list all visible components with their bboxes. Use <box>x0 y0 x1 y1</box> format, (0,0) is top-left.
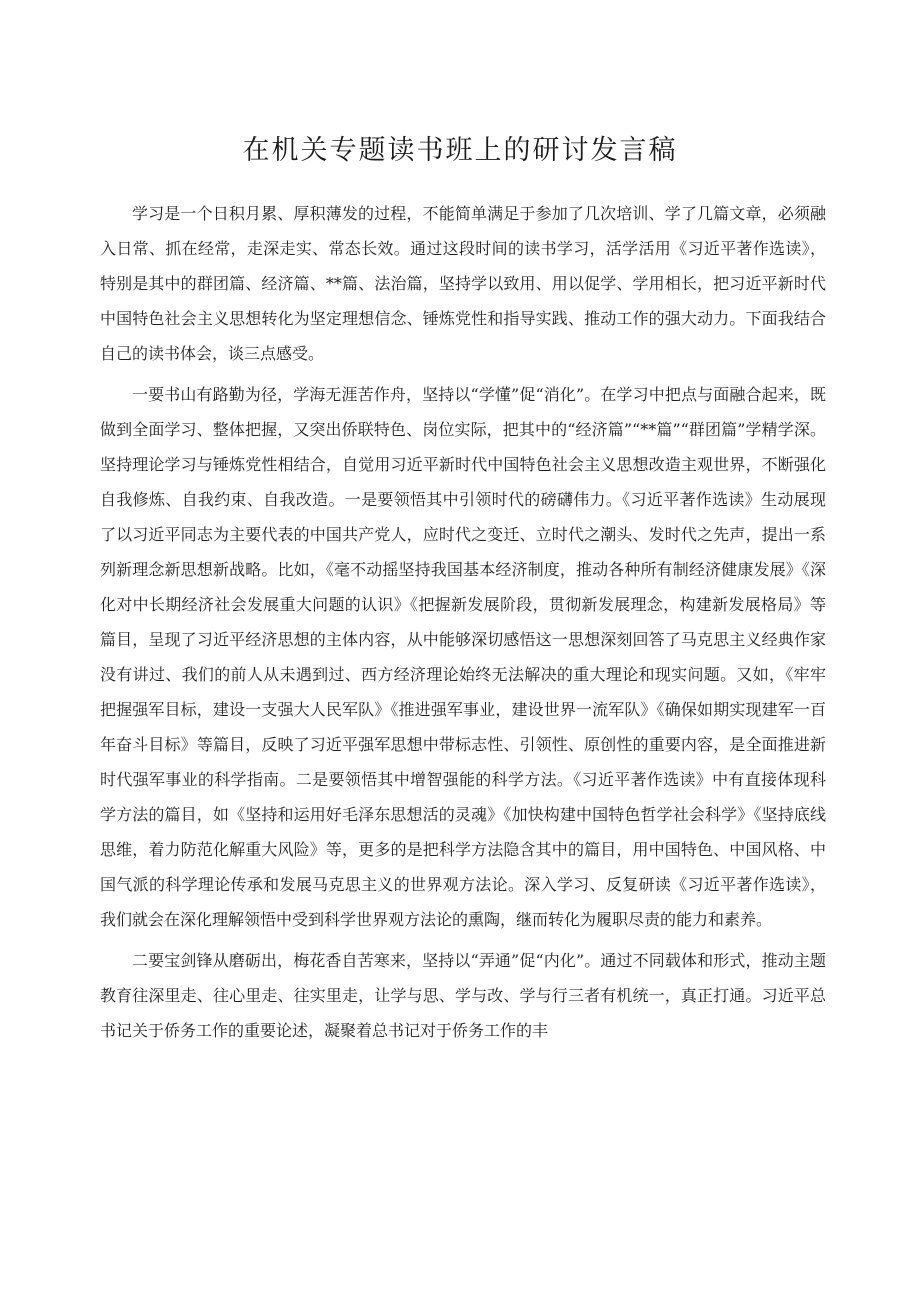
paragraph-point-one: 一要书山有路勤为径，学海无涯苦作舟，坚持以“学懂”促“消化”。在学习中把点与面融合起来，既做到全面学习、整体把握，又突出侨联特色、岗位实际，把其中的“经济篇”“**篇”“群团篇”学精学深。坚持理论学习与锤炼党性相结合，自觉用习近平新时代中国特色社会主义思想改造主观世界，不断强化自我修炼、自我约束、自我改造。一是要领悟其中引领时代的磅礴伟力。《习近平著作选读》生动展现了以习近平同志为主要代表的中国共产党人，应时代之变迁、立时代之潮头、发时代之先声，提出一系列新理念新思想新战略。比如，《毫不动摇坚持我国基本经济制度，推动各种所有制经济健康发展》《深化对中长期经济社会发展重大问题的认识》《把握新发展阶段，贯彻新发展理念，构建新发展格局》等篇目，呈现了习近平经济思想的主体内容，从中能够深切感悟这一思想深刻回答了马克思主义经典作家没有讲过、我们的前人从未遇到过、西方经济理论始终无法解决的重大理论和现实问题。又如，《牢牢把握强军目标，建设一支强大人民军队》《推进强军事业，建设世界一流军队》《确保如期实现建军一百年奋斗目标》等篇目，反映了习近平强军思想中带标志性、引领性、原创性的重要内容，是全面推进新时代强军事业的科学指南。二是要领悟其中增智强能的科学方法。《习近平著作选读》中有直接体现科学方法的篇目，如《坚持和运用好毛泽东思想活的灵魂》《加快构建中国特色哲学社会科学》《坚持底线思维，着力防范化解重大风险》等，更多的是把科学方法隐含其中的篇目，用中国特色、中国风格、中国气派的科学理论传承和发展马克思主义的世界观方法论。深入学习、反复研读《习近平著作选读》，我们就会在深化理解领悟中受到科学世界观方法论的熏陶，继而转化为履职尽责的能力和素养。 <box>100 385 826 929</box>
paragraph-intro: 学习是一个日积月累、厚积薄发的过程，不能简单满足于参加了几次培训、学了几篇文章，必须融入日常、抓在经常，走深走实、常态长效。通过这段时间的读书学习，活学活用《习近平著作选读》，特别是其中的群团篇、经济篇、**篇、法治篇，坚持学以致用、用以促学、学用相长，把习近平新时代中国特色社会主义思想转化为坚定理想信念、锤炼党性和指导实践、推动工作的强大动力。下面我结合自己的读书体会，谈三点感受。 <box>100 204 826 363</box>
paragraph-point-two: 二要宝剑锋从磨砺出，梅花香自苦寒来，坚持以“弄通”促“内化”。通过不同载体和形式，推动主题教育往深里走、往心里走、往实里走，让学与思、学与改、学与行三者有机统一，真正打通。习近平总书记关于侨务工作的重要论述，凝聚着总书记对于侨务工作的丰 <box>100 951 826 1040</box>
document-body <box>100 196 826 1054</box>
document-title: 在机关专题读书班上的研讨发言稿 <box>242 135 678 166</box>
